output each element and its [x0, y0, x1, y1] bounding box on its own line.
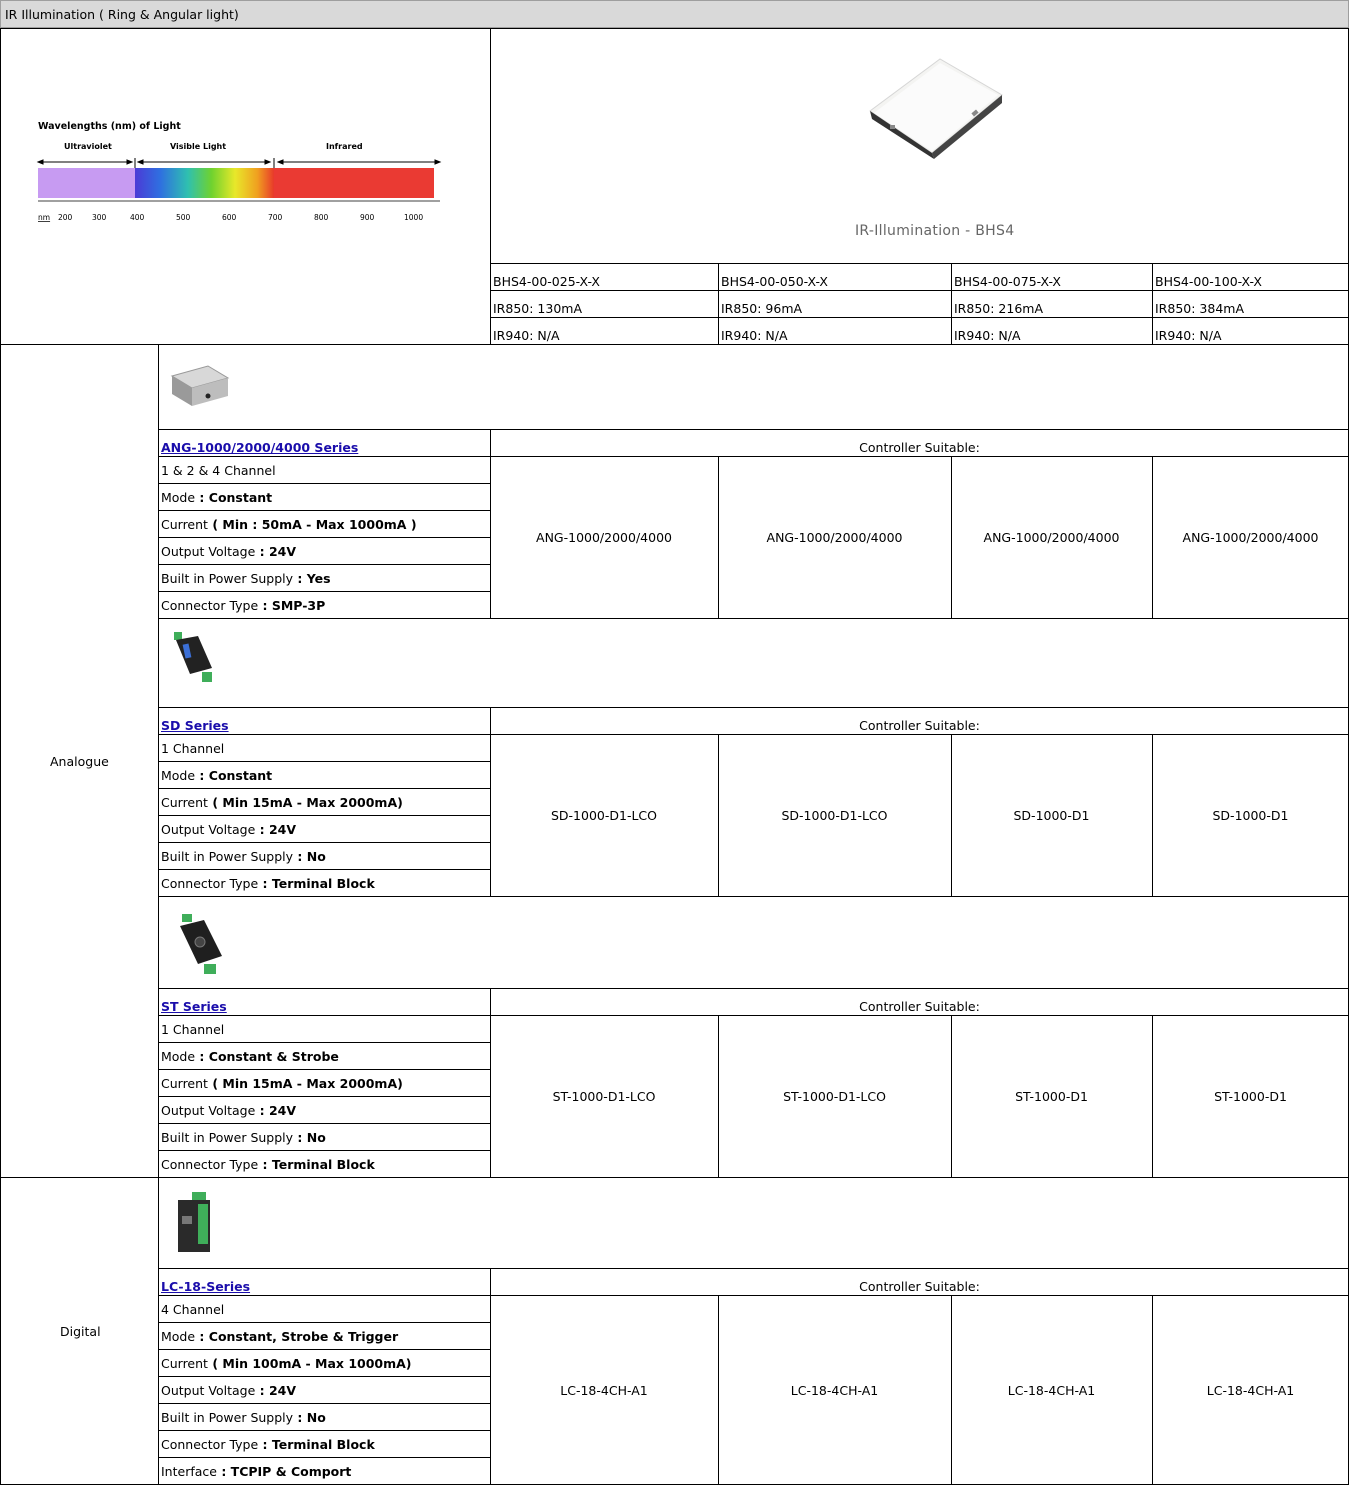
ir850-2: IR850: 96mA: [721, 301, 803, 316]
band-label-uv: Ultraviolet: [64, 142, 112, 151]
lc18-spec-voltage: Output Voltage : 24V: [161, 1383, 297, 1398]
model-2: BHS4-00-050-X-X: [721, 274, 828, 289]
lc18-spec-mode: Mode : Constant, Strobe & Trigger: [161, 1329, 399, 1344]
ang-spec-voltage: Output Voltage : 24V: [161, 544, 297, 559]
series-link-st[interactable]: ST Series: [161, 999, 227, 1014]
group-label-digital: Digital: [60, 1324, 101, 1339]
band-label-visible: Visible Light: [170, 142, 227, 151]
tick-label: 600: [222, 213, 237, 222]
axis-unit: nm: [38, 213, 51, 222]
st-controller-header: Controller Suitable:: [859, 999, 980, 1014]
group-label-analogue: Analogue: [50, 754, 109, 769]
ir940-3: IR940: N/A: [954, 328, 1021, 343]
ang-controller-header: Controller Suitable:: [859, 440, 980, 455]
lc18-channel: 4 Channel: [161, 1302, 225, 1317]
st-controller-2: ST-1000-D1-LCO: [783, 1089, 886, 1104]
series-link-ang[interactable]: ANG-1000/2000/4000 Series: [161, 440, 359, 455]
st-spec-power: Built in Power Supply : No: [161, 1130, 326, 1145]
st-controller-image: [174, 912, 230, 978]
model-1: BHS4-00-025-X-X: [493, 274, 600, 289]
series-link-lc18[interactable]: LC-18-Series: [161, 1279, 251, 1294]
ir940-2: IR940: N/A: [721, 328, 788, 343]
st-spec-current: Current ( Min 15mA - Max 2000mA): [161, 1076, 403, 1091]
st-spec-connector: Connector Type : Terminal Block: [161, 1157, 375, 1172]
tick-label: 900: [360, 213, 375, 222]
ang-controller-4: ANG-1000/2000/4000: [1182, 530, 1319, 545]
ang-spec-power: Built in Power Supply : Yes: [161, 571, 331, 586]
uv-band: [38, 168, 135, 198]
st-spec-voltage: Output Voltage : 24V: [161, 1103, 297, 1118]
sd-spec-connector: Connector Type : Terminal Block: [161, 876, 375, 891]
title-bar: [0, 0, 1349, 28]
model-4: BHS4-00-100-X-X: [1155, 274, 1262, 289]
sd-spec-voltage: Output Voltage : 24V: [161, 822, 297, 837]
sd-controller-4: SD-1000-D1: [1212, 808, 1289, 823]
ir940-4: IR940: N/A: [1155, 328, 1222, 343]
sd-controller-1: SD-1000-D1-LCO: [550, 808, 657, 823]
lc18-controller-4: LC-18-4CH-A1: [1206, 1383, 1295, 1398]
st-channel: 1 Channel: [161, 1022, 225, 1037]
st-controller-4: ST-1000-D1: [1214, 1089, 1287, 1104]
ir850-1: IR850: 130mA: [493, 301, 583, 316]
wavelength-spectrum-diagram: [30, 112, 450, 227]
sd-controller-2: SD-1000-D1-LCO: [781, 808, 888, 823]
ang-controller-1: ANG-1000/2000/4000: [536, 530, 672, 545]
lc18-controller-3: LC-18-4CH-A1: [1007, 1383, 1096, 1398]
visible-band: [135, 168, 274, 198]
st-spec-mode: Mode : Constant & Strobe: [161, 1049, 339, 1064]
ang-controller-image: [168, 362, 232, 412]
ang-spec-mode: Mode : Constant: [161, 490, 273, 505]
ir940-1: IR940: N/A: [493, 328, 560, 343]
sd-spec-power: Built in Power Supply : No: [161, 849, 326, 864]
lc18-spec-current: Current ( Min 100mA - Max 1000mA): [161, 1356, 412, 1371]
tick-label: 800: [314, 213, 329, 222]
spectrum-heading: Wavelengths (nm) of Light: [38, 121, 181, 132]
product-caption: IR-Illumination - BHS4: [855, 223, 1015, 239]
ang-controller-3: ANG-1000/2000/4000: [983, 530, 1120, 545]
sd-controller-header: Controller Suitable:: [859, 718, 980, 733]
ang-controller-2: ANG-1000/2000/4000: [766, 530, 903, 545]
band-label-ir: Infrared: [326, 142, 363, 151]
tick-label: 700: [268, 213, 283, 222]
tick-label: 400: [130, 213, 145, 222]
ir850-3: IR850: 216mA: [954, 301, 1044, 316]
ang-channel: 1 & 2 & 4 Channel: [161, 463, 276, 478]
lc18-controller-2: LC-18-4CH-A1: [790, 1383, 879, 1398]
sd-channel: 1 Channel: [161, 741, 225, 756]
sd-spec-mode: Mode : Constant: [161, 768, 273, 783]
series-link-sd[interactable]: SD Series: [161, 718, 229, 733]
axis-ticks: [58, 213, 423, 222]
lc18-spec-interface: Interface : TCPIP & Comport: [161, 1464, 352, 1479]
tick-label: 300: [92, 213, 107, 222]
lc18-spec-power: Built in Power Supply : No: [161, 1410, 326, 1425]
sd-controller-image: [168, 630, 220, 688]
page-title: IR Illumination ( Ring & Angular light): [5, 7, 239, 22]
ir850-4: IR850: 384mA: [1155, 301, 1245, 316]
product-image-bhs4: [860, 55, 1010, 165]
ir-band: [274, 168, 434, 198]
sd-spec-current: Current ( Min 15mA - Max 2000mA): [161, 795, 403, 810]
ang-spec-connector: Connector Type : SMP-3P: [161, 598, 326, 613]
lc18-controller-header: Controller Suitable:: [859, 1279, 980, 1294]
st-controller-1: ST-1000-D1-LCO: [552, 1089, 656, 1104]
st-controller-3: ST-1000-D1: [1015, 1089, 1088, 1104]
tick-label: 500: [176, 213, 191, 222]
sd-controller-3: SD-1000-D1: [1013, 808, 1090, 823]
lc18-controller-1: LC-18-4CH-A1: [560, 1383, 648, 1398]
lc18-controller-image: [174, 1190, 214, 1258]
tick-label: 1000: [404, 213, 424, 222]
tick-label: 200: [58, 213, 73, 222]
ang-spec-current: Current ( Min : 50mA - Max 1000mA ): [161, 517, 417, 532]
model-3: BHS4-00-075-X-X: [954, 274, 1061, 289]
lc18-spec-connector: Connector Type : Terminal Block: [161, 1437, 375, 1452]
